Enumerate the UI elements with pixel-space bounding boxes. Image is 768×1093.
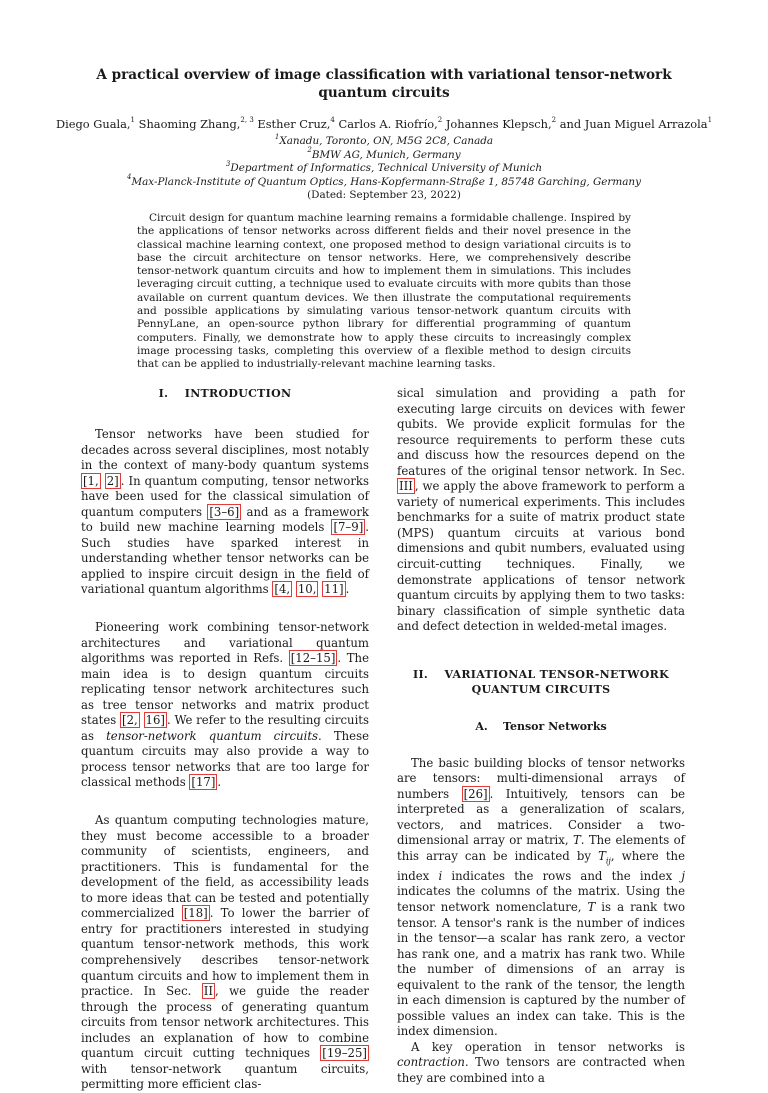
citation-link[interactable]: 16] [145, 713, 165, 728]
citation-link[interactable]: 11] [324, 582, 344, 597]
author-affiliation-mark: 1 [130, 116, 136, 125]
affiliation-line [40, 146, 728, 163]
affiliations [40, 132, 728, 203]
citation-link[interactable]: [26] [463, 786, 488, 801]
author-list [40, 117, 728, 131]
section-heading-variational [397, 667, 685, 697]
emphasis-text: i [438, 868, 443, 883]
paper-title: A practical overview of image classification with variational tensor-network quantum circuits [96, 67, 672, 101]
citation-link[interactable]: II [203, 984, 213, 999]
section-heading-line-2: QUANTUM CIRCUITS [471, 682, 611, 696]
paragraph-tensor-networks-1: The basic building blocks of tensor networks are tensors: multi-dimensional arrays of numbers [26] . Intuitively, tensors can be interpreted as a generalization of scalars, vectors, and matrices. Consider a two-dimensional array or matrix, T. The elements of this array can be indicated by $T_{ij}$, where the index i indicates the rows and the index j indicates the columns of the matrix. Using the tensor network nomenclature, T is a rank two tensor. A tensor's rank is the number of indices in the tensor—a scalar has rank zero, a vector has rank one, and a matrix has rank two. While the number of dimensions of an array is equivalent to the rank of the tensor, the length in each dimension is captured by the number of possible values an index can take. This is the index dimension. [397, 755, 685, 1039]
affiliation-line [40, 132, 728, 149]
affiliation-line [40, 173, 728, 190]
affiliation-mark: 1 [274, 132, 280, 141]
citation-link[interactable]: 10, [297, 582, 317, 597]
affiliation-mark: 3 [225, 159, 231, 168]
author-name: Shaoming Zhang, [135, 117, 241, 131]
citation-link[interactable]: [12–15] [290, 651, 336, 666]
paragraph-tensor-networks-2: A key operation in tensor networks is contraction. Two tensors are contracted when they are combined into a [397, 1039, 685, 1086]
citation-link[interactable]: [1, [83, 473, 99, 488]
citation-link[interactable]: [4, [274, 582, 291, 597]
emphasis-text: j [681, 868, 685, 883]
section-heading-introduction: I. INTRODUCTION [158, 387, 292, 400]
author-name: Johannes Klepsch, [442, 117, 552, 131]
abstract: Circuit design for quantum machine learning remains a formidable challenge. Inspired by the applications of tensor networks across different fields and their novel presence in the classical machine learning context, one proposed method to design variational circuits is to base the circuit architecture on tensor networks. Here, we comprehensively describe tensor-network quantum circuits and how to implement them in simulations. This includes leveraging circuit cutting, a technique used to evaluate circuits with more qubits than those available on current quantum devices. We then illustrate the computational requirements and possible applications by simulating various tensor-network quantum circuits with PennyLane, an open-source python library for differential programming of quantum computers. Finally, we demonstrate how to apply these circuits to increasingly complex image processing tasks, completing this overview of a flexible method to design circuits that can be applied to industrially-relevant machine learning tasks. [137, 212, 631, 371]
affiliation-text: Department of Informatics, Technical University of Munich [230, 162, 543, 175]
affiliation-line [40, 159, 728, 176]
affiliation-mark: 2 [307, 146, 312, 155]
citation-link[interactable]: [2, [122, 713, 138, 728]
citation-link[interactable]: [3–6] [209, 504, 240, 519]
citation-link[interactable]: [17] [191, 775, 216, 790]
author-affiliation-mark: 2, 3 [240, 116, 254, 125]
paragraph-intro-2: Pioneering work combining tensor-network architectures and variational quantum algorithms was reported in Refs. [12–15] . The main idea is to design quantum circuits replicating tensor network architectures such as tree tensor networks and matrix product states [2, 16] . We refer to the resulting circuits as tensor-network quantum circuits. These quantum circuits may also provide a way to process tensor networks that are too large for classical methods [17] . [81, 620, 370, 790]
section-heading-line-1: II. VARIATIONAL TENSOR-NETWORK [413, 667, 669, 681]
author-name: Esther Cruz, [253, 117, 331, 131]
right-column [397, 386, 685, 1087]
citation-link[interactable]: III [399, 479, 413, 494]
subscript-text: ij [605, 856, 611, 866]
affiliation-text: Max-Planck-Institute of Quantum Optics, Hans-Kopfermann-Straße 1, 85748 Garching, Germany [131, 175, 641, 188]
emphasis-text: T [598, 849, 606, 864]
citation-link[interactable]: [7–9] [333, 520, 364, 535]
paragraph-intro-continued: sical simulation and providing a path for executing large circuits on devices with fewer qubits. We provide explicit formulas for the resource requirements to perform these cuts and discuss how the resources depend on the features of the original tensor network. In Sec. III , we apply the above framework to perform a variety of numerical experiments. This includes benchmarks for a suite of matrix product state (MPS) quantum circuits at various bond dimensions and qubit numbers, evaluated using circuit-cutting techniques. Finally, we demonstrate applications of tensor network quantum circuits by applying them to two tasks: binary classification of simple synthetic data and defect detection in welded-metal images. [397, 386, 685, 634]
paper-date: (Dated: September 23, 2022) [307, 189, 461, 202]
author-affiliation-mark: 1 [707, 116, 713, 125]
affiliation-mark: 4 [127, 173, 132, 182]
author-affiliation-mark: 2 [551, 116, 557, 125]
author-affiliation-mark: 2 [437, 116, 443, 125]
emphasis-text: contraction [397, 1055, 465, 1070]
citation-link[interactable]: [19–25] [322, 1046, 367, 1061]
author-name: Diego Guala, [55, 117, 131, 131]
left-column [81, 386, 369, 1093]
author-name: and Juan Miguel Arrazola [556, 117, 708, 131]
emphasis-text: T [572, 833, 581, 848]
subsection-heading-tensor-networks: A. Tensor Networks [475, 719, 607, 733]
paragraph-intro-3: As quantum computing technologies mature, they must become accessible to a broader community of scientists, engineers, and practitioners. This is fundamental for the development of the field, as accessibility leads to more ideas that can be tested and potentially commercialized [18] . To lower the barrier of entry for practitioners interested in studying quantum tensor-network methods, this work comprehensively describes tensor-network quantum circuits and how to implement them in practice. In Sec. II , we guide the reader through the process of generating quantum circuits from tensor network architectures. This includes an explanation of how to combine quantum circuit cutting techniques [19–25] with tensor-network quantum circuits, permitting more efficient clas- [81, 813, 369, 1092]
affiliation-text: BMW AG, Munich, Germany [311, 148, 461, 161]
affiliation-list [40, 132, 728, 189]
citation-link[interactable]: [18] [183, 906, 208, 921]
emphasis-text: tensor-network quantum circuits [106, 728, 319, 743]
affiliation-text: Xanadu, Toronto, ON, M5G 2C8, Canada [279, 135, 494, 147]
author-name: Carlos A. Riofrío, [334, 117, 438, 131]
paragraph-intro-1: Tensor networks have been studied for decades across several disciplines, most notably in the context of many-body quantum systems [1, 2] . In quantum computing, tensor networks have been used for the classical simulation of quantum computers [3–6] and as a framework to build new machine learning models [7–9] . Such studies have sparked interest in understanding whether tensor networks can be applied to inspire circuit design in the field of variational quantum algorithms [4, 10, 11] . [81, 427, 369, 597]
emphasis-text: T [587, 900, 596, 914]
citation-link[interactable]: 2] [106, 473, 119, 488]
author-affiliation-mark: 4 [330, 116, 335, 125]
